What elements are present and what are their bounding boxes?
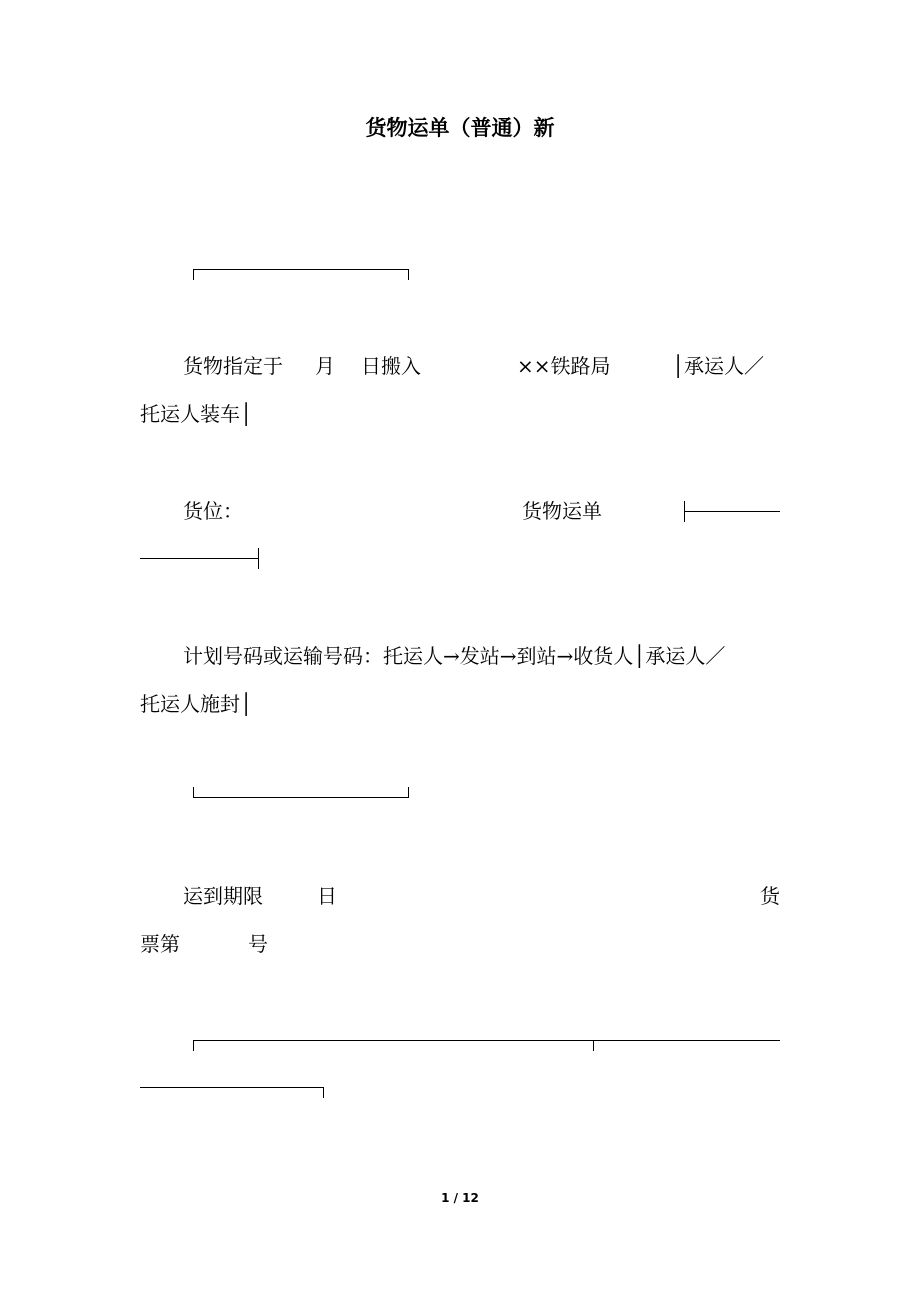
shipper-seal-label: 托运人施封│ [140,692,253,716]
document-title: 货物运单（普通）新 [365,116,555,140]
day-move-in-label: 日搬入 [361,354,421,378]
carrier-label: │承运人／ [672,354,765,378]
days-label: 日 [317,884,337,908]
number-suffix-label: 号 [248,932,268,956]
delivery-limit-label: 运到期限 [183,884,263,908]
shipper-loading-label: 托运人装车│ [140,402,253,426]
cargo-position-label: 货位： [183,499,243,523]
ticket-number-label: 票第 [140,932,180,956]
page-number: 1 / 12 [441,1191,479,1205]
plan-number-line: 计划号码或运输号码：托运人→发站→到站→收货人│承运人／ [183,644,726,668]
load-date-line: 货物指定于 [183,354,283,378]
month-label: 月 [315,354,335,378]
cargo-ticket-label-part1: 货 [760,884,780,908]
waybill-label: 货物运单 [522,499,602,523]
railway-bureau-label: ××铁路局 [517,354,611,378]
